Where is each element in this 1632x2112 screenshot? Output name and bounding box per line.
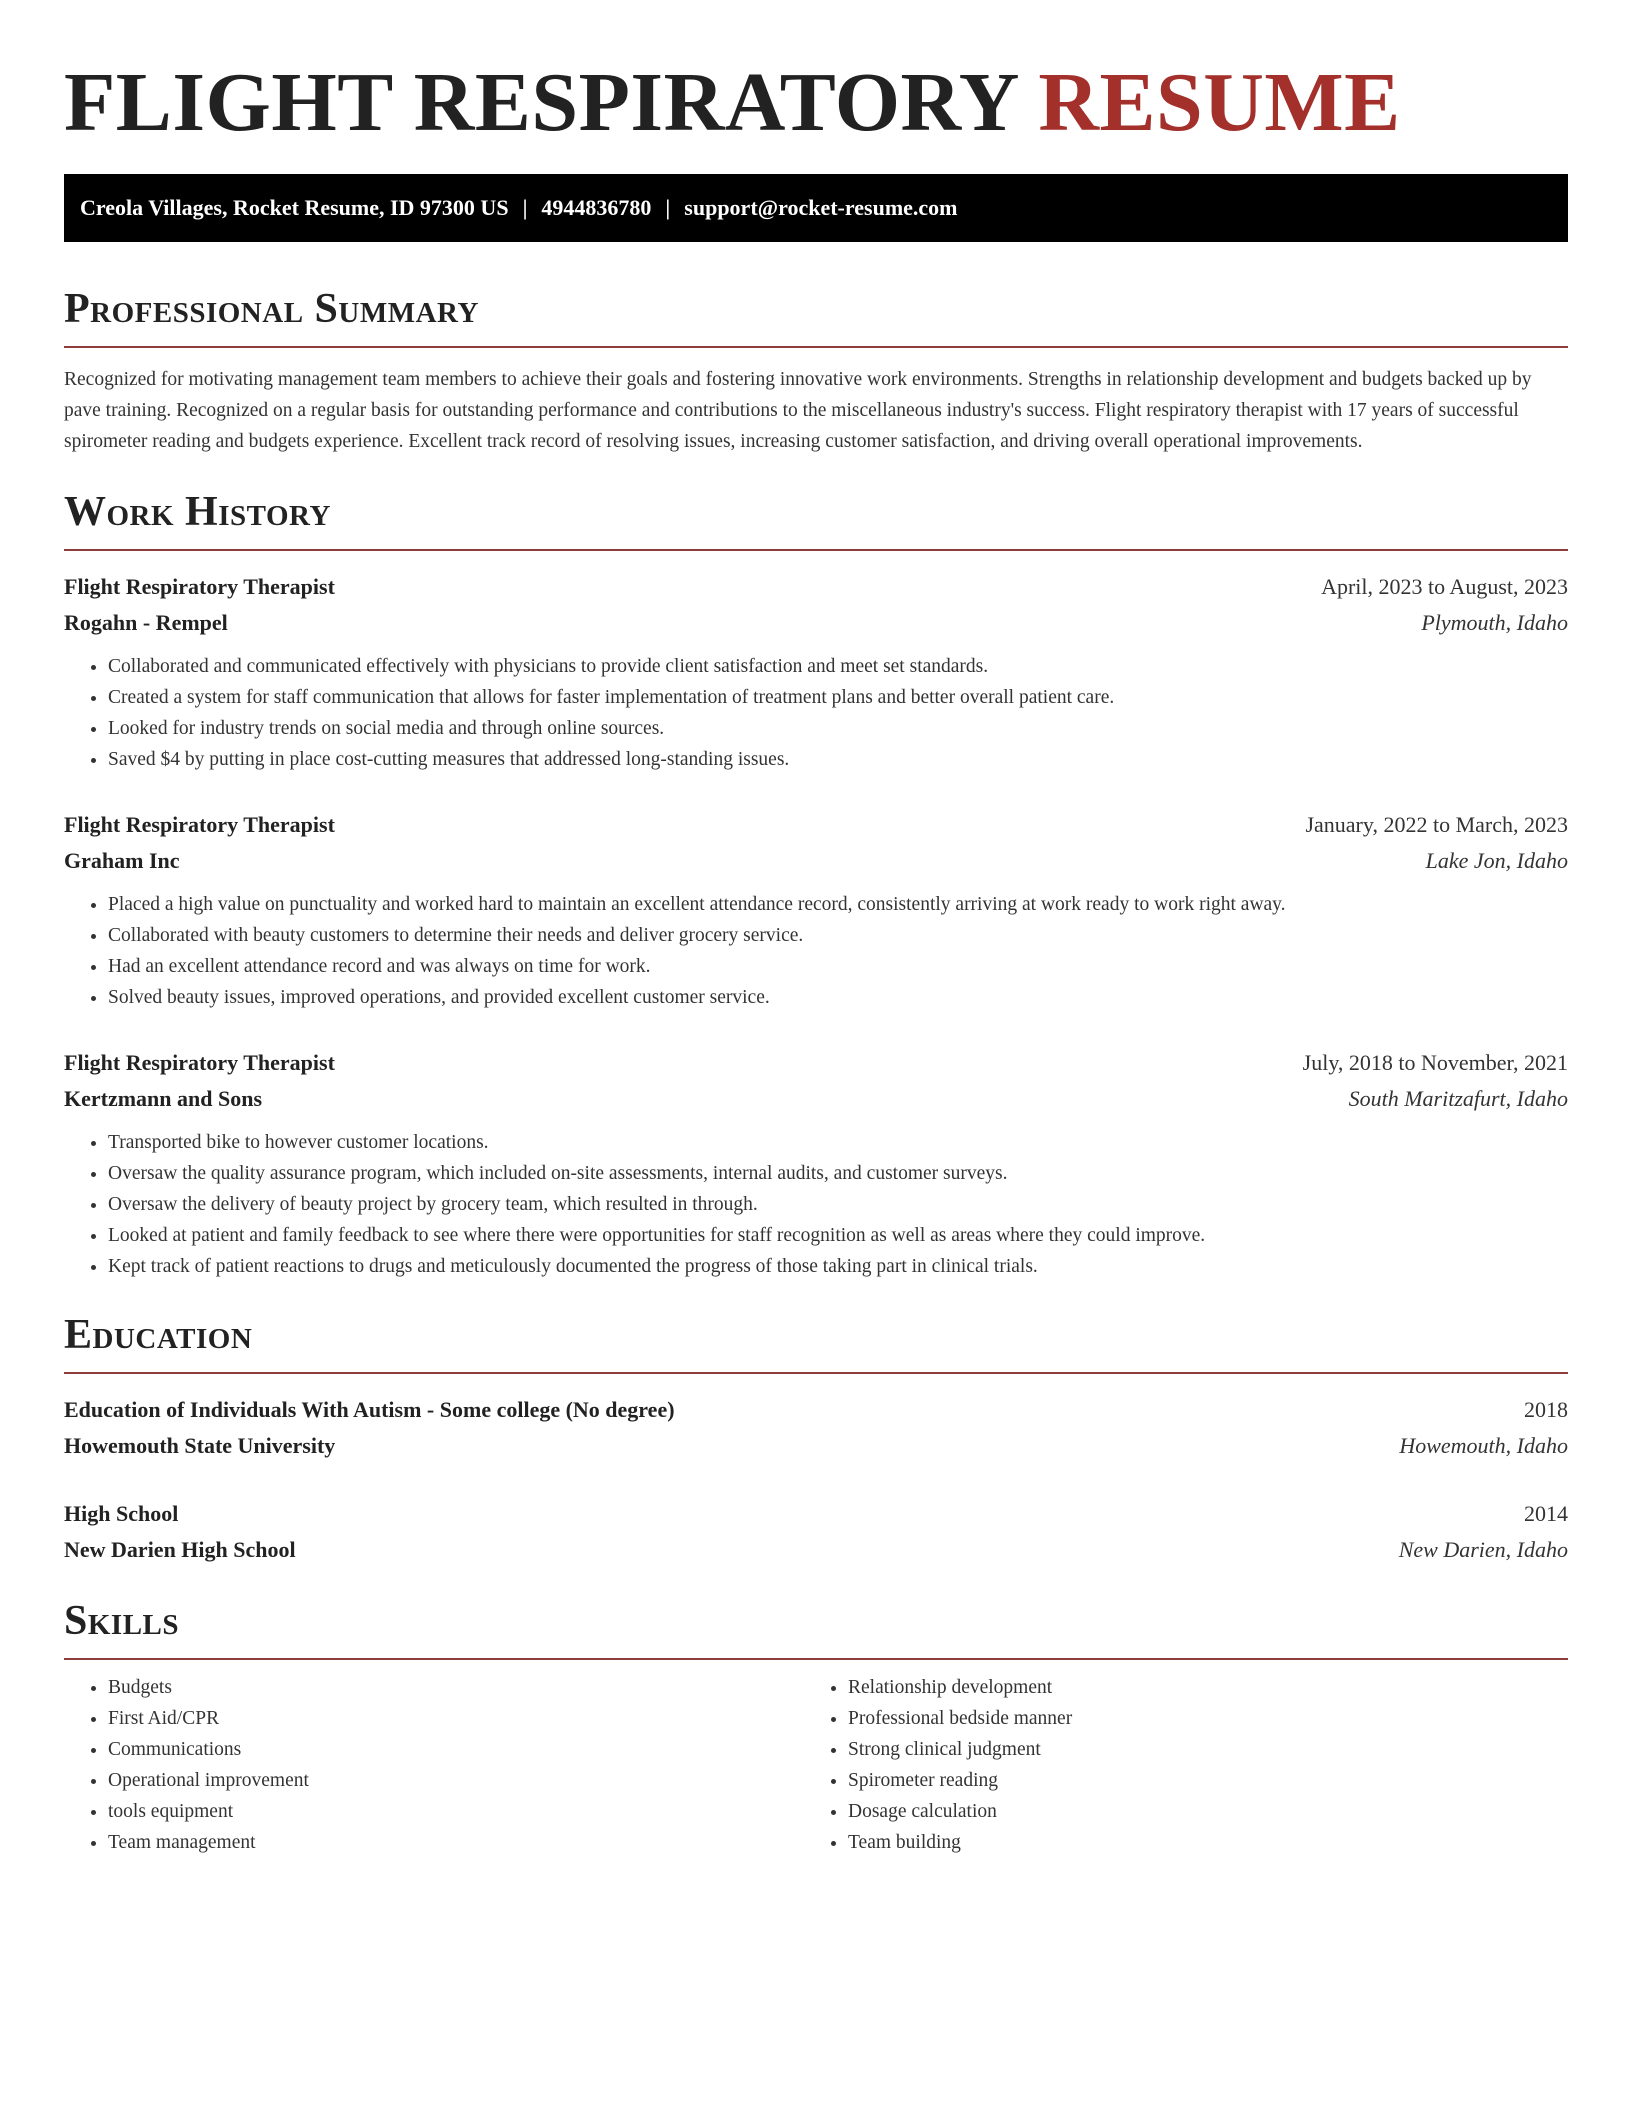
job-bullet: • Collaborated and communicated effectively with physicians to provide client satisfaction and meet set standards. — [108, 651, 1568, 682]
job-bullet: • Solved beauty issues, improved operations, and provided excellent customer service. — [108, 982, 1568, 1013]
job-entry — [64, 807, 1568, 1013]
job-bullets — [64, 889, 1568, 1013]
job-header-row — [64, 1045, 1568, 1081]
section-divider — [64, 549, 1568, 551]
skill-item: • First Aid/CPR — [108, 1703, 804, 1734]
summary-section — [64, 284, 1568, 457]
job-bullet: • Created a system for staff communication that allows for faster implementation of treatment plans and better overall patient care. — [108, 682, 1568, 713]
work-history-section — [64, 487, 1568, 1282]
resume-page — [64, 0, 1568, 1858]
skill-item: • Strong clinical judgment — [848, 1734, 1544, 1765]
skill-item: • Team building — [848, 1827, 1544, 1858]
job-location: South Maritzafurt, Idaho — [1348, 1086, 1568, 1111]
education-degree-row — [64, 1496, 1568, 1532]
skills-column-left — [64, 1672, 804, 1858]
job-header-row — [64, 569, 1568, 605]
education-degree: Education of Individuals With Autism - Some college (No degree) — [64, 1397, 675, 1422]
education-location: New Darien, Idaho — [1398, 1537, 1568, 1562]
job-dates: April, 2023 to August, 2023 — [1321, 574, 1568, 599]
education-degree: High School — [64, 1501, 179, 1526]
education-school-row — [64, 1428, 1568, 1464]
section-divider — [64, 1658, 1568, 1660]
education-heading: Education — [64, 1312, 253, 1358]
title-accent: RESUME — [1038, 56, 1401, 149]
job-bullet: • Placed a high value on punctuality and worked hard to maintain an excellent attendance record, consistently arriving at work ready to work right away. — [108, 889, 1568, 920]
job-dates: July, 2018 to November, 2021 — [1302, 1050, 1568, 1075]
job-dates: January, 2022 to March, 2023 — [1305, 812, 1568, 837]
summary-text: Recognized for motivating management team members to achieve their goals and fostering innovative work environments. Strengths in relationship development and budgets backed up by pave training. Recognized on a regular basis for outstanding performance and contributions to the miscellaneous industry's success. Flight respiratory therapist with 17 years of successful spirometer reading and budgets experience. Excellent track record of resolving issues, increasing customer satisfaction, and driving overall operational improvements. — [64, 369, 1532, 452]
job-company-row — [64, 1081, 1568, 1117]
skill-item: • Dosage calculation — [848, 1796, 1544, 1827]
job-bullets — [64, 1127, 1568, 1282]
skill-item: • Relationship development — [848, 1672, 1544, 1703]
skills-grid — [64, 1672, 1568, 1858]
job-bullet: • Had an excellent attendance record and was always on time for work. — [108, 951, 1568, 982]
contact-email[interactable]: support@rocket-resume.com — [684, 195, 958, 220]
job-entry — [64, 1045, 1568, 1282]
skill-item: • Budgets — [108, 1672, 804, 1703]
job-bullet: • Oversaw the delivery of beauty project by grocery team, which resulted in through. — [108, 1189, 1568, 1220]
job-title: Flight Respiratory Therapist — [64, 1050, 335, 1075]
job-bullet: • Oversaw the quality assurance program, which included on-site assessments, internal audits, and customer surveys. — [108, 1158, 1568, 1189]
job-title: Flight Respiratory Therapist — [64, 574, 335, 599]
title-main: FLIGHT RESPIRATORY — [64, 56, 1017, 149]
contact-separator: | — [665, 195, 671, 220]
skill-item: • Professional bedside manner — [848, 1703, 1544, 1734]
job-location: Lake Jon, Idaho — [1425, 848, 1568, 873]
job-entry — [64, 569, 1568, 775]
job-bullets — [64, 651, 1568, 775]
job-company: Rogahn - Rempel — [64, 610, 228, 635]
work-history-heading: Work History — [64, 489, 331, 535]
skill-item: • tools equipment — [108, 1796, 804, 1827]
skills-column-right — [804, 1672, 1544, 1858]
summary-heading: Professional Summary — [64, 286, 479, 332]
job-company-row — [64, 843, 1568, 879]
job-bullet: • Saved $4 by putting in place cost-cutting measures that addressed long-standing issues. — [108, 744, 1568, 775]
job-bullet: • Looked at patient and family feedback to see where there were opportunities for staff recognition as well as areas where they could improve. — [108, 1220, 1568, 1251]
education-entry — [64, 1392, 1568, 1464]
job-bullet: • Kept track of patient reactions to drugs and meticulously documented the progress of those taking part in clinical trials. — [108, 1251, 1568, 1282]
skills-heading: Skills — [64, 1598, 180, 1644]
education-location: Howemouth, Idaho — [1399, 1433, 1568, 1458]
education-degree-row — [64, 1392, 1568, 1428]
skills-section — [64, 1596, 1568, 1858]
skill-item: • Spirometer reading — [848, 1765, 1544, 1796]
contact-phone: 4944836780 — [541, 195, 652, 220]
job-bullet: • Transported bike to however customer locations. — [108, 1127, 1568, 1158]
skill-item: • Operational improvement — [108, 1765, 804, 1796]
job-bullet: • Looked for industry trends on social media and through online sources. — [108, 713, 1568, 744]
education-school: New Darien High School — [64, 1537, 296, 1562]
education-school: Howemouth State University — [64, 1433, 336, 1458]
job-location: Plymouth, Idaho — [1421, 610, 1568, 635]
education-year: 2014 — [1524, 1501, 1568, 1526]
education-year: 2018 — [1524, 1397, 1568, 1422]
job-bullet: • Collaborated with beauty customers to determine their needs and deliver grocery service. — [108, 920, 1568, 951]
job-title: Flight Respiratory Therapist — [64, 812, 335, 837]
contact-address: Creola Villages, Rocket Resume, ID 97300 US — [80, 195, 509, 220]
job-header-row — [64, 807, 1568, 843]
section-divider — [64, 1372, 1568, 1374]
skill-item: • Communications — [108, 1734, 804, 1765]
job-company: Kertzmann and Sons — [64, 1086, 263, 1111]
contact-bar — [64, 174, 1568, 242]
job-company: Graham Inc — [64, 848, 180, 873]
resume-title — [64, 0, 1568, 154]
job-company-row — [64, 605, 1568, 641]
skill-item: • Team management — [108, 1827, 804, 1858]
section-divider — [64, 346, 1568, 348]
education-school-row — [64, 1532, 1568, 1568]
contact-separator: | — [522, 195, 528, 220]
education-entry — [64, 1496, 1568, 1568]
education-section — [64, 1310, 1568, 1568]
